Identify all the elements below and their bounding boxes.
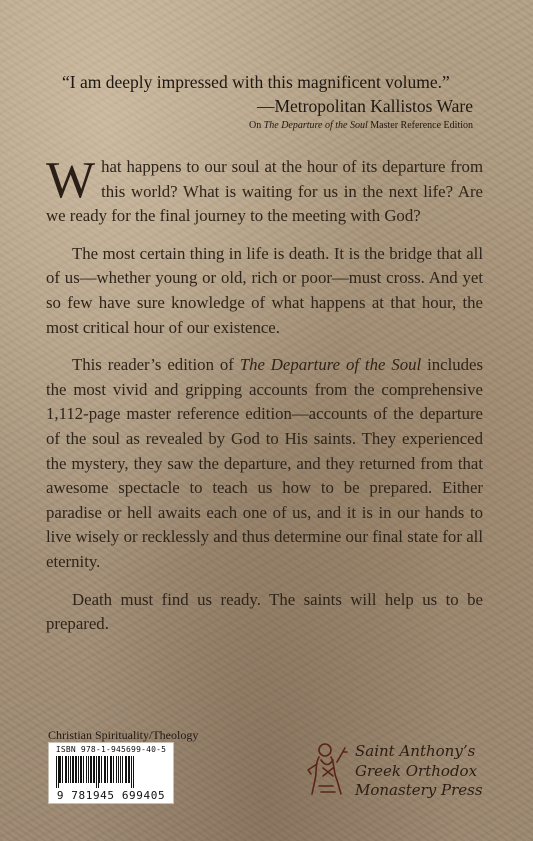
reference-title: The Departure of the Soul	[263, 120, 368, 131]
barcode-bar	[120, 756, 121, 783]
description-text	[46, 152, 483, 650]
paragraph-3-before: This reader’s edition of	[72, 355, 240, 375]
barcode-bar	[65, 756, 67, 783]
barcode-bar	[70, 756, 71, 783]
paragraph-2: The most certain thing in life is death. It is the bridge that all of us—whether young or old, rich or poor—must cross. And yet so few have sure knowledge of what happens at that hour, the most critical hour of our existence.	[46, 243, 483, 337]
barcode-bar	[118, 756, 119, 783]
barcode-bar	[122, 756, 123, 783]
isbn-label: ISBN 978-1-945699-40-5	[55, 745, 167, 754]
barcode-bar	[75, 756, 77, 783]
barcode-bar	[68, 756, 69, 783]
barcode-bar	[90, 756, 92, 783]
barcode-bar	[86, 756, 87, 783]
reference-suffix: Master Reference Edition	[367, 120, 473, 131]
drop-cap: W	[46, 152, 96, 209]
barcode-bar	[72, 756, 74, 783]
quote-reference	[249, 119, 473, 133]
barcode-bars	[54, 756, 168, 788]
publisher-line-2: Greek Orthodox	[355, 761, 478, 780]
paragraph-1	[46, 152, 483, 229]
barcode-bar	[88, 756, 89, 783]
barcode-guard-bar	[96, 756, 97, 788]
publisher-line-1: Saint Anthony’s	[355, 742, 476, 760]
barcode-bar	[125, 756, 127, 783]
saint-figure-icon	[303, 740, 351, 798]
barcode-bar	[113, 756, 114, 783]
barcode-guard-bar	[133, 756, 134, 788]
barcode-guard-bar	[98, 756, 99, 788]
publisher-name	[355, 742, 495, 801]
barcode-bar	[93, 756, 95, 783]
barcode-bar	[80, 756, 82, 783]
barcode-bar	[116, 756, 117, 783]
barcode-guard-bar	[56, 756, 57, 788]
publisher-line-3: Monastery Press	[355, 781, 483, 799]
barcode-bar	[83, 756, 84, 783]
quote-attribution: —Metropolitan Kallistos Ware	[256, 96, 473, 116]
paragraph-3-after: includes the most vivid and gripping accounts from the comprehensive 1,112-page master reference edition—accounts of the departure of the soul as revealed by God to His saints. They experienced the mystery, they saw the departure, and they returned from that awesome spectacle to teach us how to be prepared. Either paradise or hell awaits each one of us, and it is in our hands to live wisely or recklessly and thus determine our final state for all eternity.	[46, 355, 483, 571]
barcode-bar	[107, 756, 108, 783]
endorsement-quote: “I am deeply impressed with this magnificent volume.”	[62, 72, 450, 92]
barcode-bar	[62, 756, 63, 783]
category-label: Christian Spirituality/Theology	[48, 728, 199, 742]
paragraph-3	[46, 353, 483, 574]
barcode-bar	[110, 756, 112, 783]
paragraph-1-text: hat happens to our soul at the hour of its departure from this world? What is waiting for us in the next life? Are we ready for the final journey to the meeting with God?	[46, 157, 483, 226]
paragraph-4: Death must find us ready. The saints will help us to be prepared.	[46, 589, 483, 634]
paragraph-3-title: The Departure of the Soul	[239, 355, 422, 375]
barcode-digits: 9 781945 699405	[56, 789, 166, 802]
barcode-bar	[59, 756, 61, 783]
barcode-bar	[99, 756, 100, 783]
reference-prefix: On	[248, 120, 264, 131]
barcode-bar	[128, 756, 130, 783]
barcode-guard-bar	[58, 756, 59, 788]
barcode-guard-bar	[131, 756, 132, 788]
barcode-bar	[78, 756, 79, 783]
barcode-bar	[104, 756, 106, 783]
barcode-bar	[101, 756, 102, 783]
isbn-barcode	[48, 742, 174, 804]
